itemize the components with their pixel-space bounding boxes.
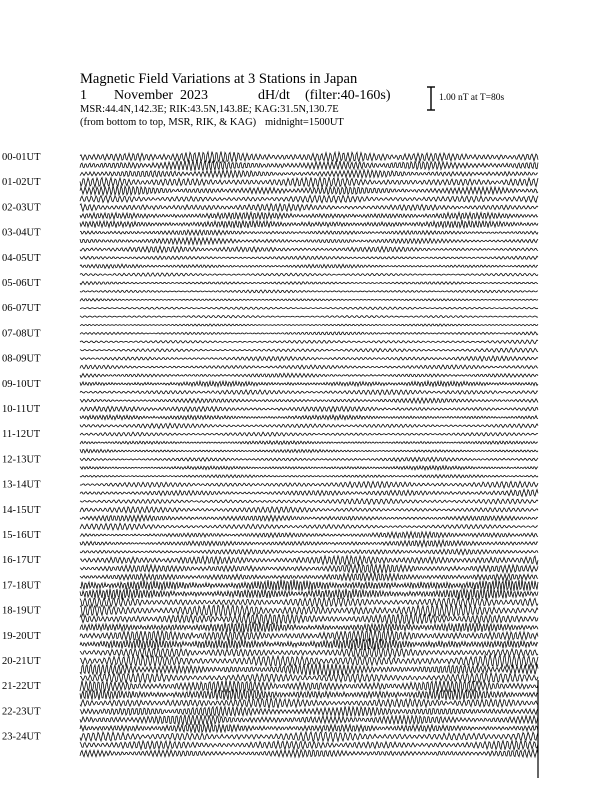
trace-kag-13-14UT (80, 481, 538, 488)
row-label-23-24UT: 23-24UT (2, 731, 41, 743)
trace-msr-09-10UT (80, 398, 538, 403)
trace-kag-01-02UT (80, 177, 538, 187)
trace-rik-07-08UT (80, 340, 538, 344)
trace-rik-00-01UT (80, 160, 538, 171)
trace-msr-08-09UT (80, 373, 538, 377)
trace-rik-22-23UT (80, 715, 538, 725)
row-label-19-20UT: 19-20UT (2, 630, 41, 642)
row-label-10-11UT: 10-11UT (2, 404, 41, 415)
trace-rik-06-07UT (80, 315, 538, 318)
row-label-17-18UT: 17-18UT (2, 580, 41, 592)
date-day: 1 (80, 88, 87, 103)
date-month: November (114, 88, 174, 103)
trace-msr-20-21UT (80, 673, 538, 683)
trace-msr-21-22UT (80, 698, 538, 708)
trace-rik-04-05UT (80, 264, 538, 268)
trace-rik-12-13UT (80, 466, 538, 470)
scale-bar-label: 1.00 nT at T=80s (439, 93, 505, 103)
row-label-13-14UT: 13-14UT (2, 479, 41, 491)
midnight-note: midnight=1500UT (265, 117, 344, 128)
row-label-14-15UT: 14-15UT (2, 504, 41, 516)
trace-msr-14-15UT (80, 523, 538, 530)
trace-rik-20-21UT (80, 664, 538, 676)
row-label-04-05UT: 04-05UT (2, 252, 41, 264)
row-label-16-17UT: 16-17UT (2, 555, 41, 567)
trace-rik-09-10UT (80, 390, 538, 395)
trace-kag-00-01UT (80, 151, 538, 162)
trace-msr-01-02UT (80, 195, 538, 202)
trace-msr-03-04UT (80, 246, 538, 252)
trace-msr-07-08UT (80, 348, 538, 352)
trace-msr-18-19UT (80, 622, 538, 633)
row-label-20-21UT: 20-21UT (2, 656, 41, 667)
trace-rik-01-02UT (80, 186, 538, 195)
trace-rik-03-04UT (80, 238, 538, 245)
row-label-15-16UT: 15-16UT (2, 530, 41, 541)
trace-kag-12-13UT (80, 457, 538, 461)
trace-msr-10-11UT (80, 423, 538, 428)
trace-msr-11-12UT (80, 449, 538, 453)
trace-kag-07-08UT (80, 332, 538, 335)
trace-kag-02-03UT (80, 204, 538, 211)
trace-rik-08-09UT (80, 365, 538, 369)
row-label-03-04UT: 03-04UT (2, 227, 41, 239)
trace-kag-03-04UT (80, 230, 538, 235)
trace-rik-16-17UT (80, 564, 538, 573)
trace-kag-19-20UT (80, 630, 538, 642)
trace-kag-06-07UT (80, 307, 538, 310)
chart-title: Magnetic Field Variations at 3 Stations in Japan (80, 71, 358, 87)
trace-msr-04-05UT (80, 273, 538, 277)
trace-kag-14-15UT (80, 507, 538, 514)
trace-kag-23-24UT (80, 732, 538, 742)
trace-kag-04-05UT (80, 256, 538, 259)
stations-line: MSR:44.4N,142.3E; RIK:43.5N,143.8E; KAG:31.5N,130.7E (80, 104, 339, 115)
trace-msr-12-13UT (80, 475, 538, 478)
trace-msr-15-16UT (80, 549, 538, 555)
row-label-11-12UT: 11-12UT (2, 429, 41, 441)
row-label-12-13UT: 12-13UT (2, 454, 41, 466)
trace-kag-11-12UT (80, 432, 538, 436)
trace-rik-13-14UT (80, 489, 538, 496)
trace-msr-16-17UT (80, 573, 538, 581)
filter-label: (filter:40-160s) (305, 88, 391, 103)
row-label-05-06UT: 05-06UT (2, 278, 41, 289)
trace-kag-08-09UT (80, 356, 538, 361)
row-label-00-01UT: 00-01UT (2, 152, 41, 163)
trace-rik-18-19UT (80, 613, 538, 624)
trace-msr-13-14UT (80, 499, 538, 504)
trace-kag-09-10UT (80, 381, 538, 387)
row-label-01-02UT: 01-02UT (2, 177, 41, 189)
trace-rik-02-03UT (80, 212, 538, 220)
trace-rik-21-22UT (80, 689, 538, 701)
trace-msr-23-24UT (80, 749, 538, 757)
row-label-07-08UT: 07-08UT (2, 328, 41, 340)
trace-rik-14-15UT (80, 515, 538, 521)
row-label-06-07UT: 06-07UT (2, 303, 41, 315)
station-order-note: (from bottom to top, MSR, RIK, & KAG) (80, 117, 257, 128)
trace-rik-11-12UT (80, 441, 538, 445)
row-label-09-10UT: 09-10UT (2, 378, 41, 390)
trace-rik-23-24UT (80, 741, 538, 750)
trace-msr-02-03UT (80, 220, 538, 228)
row-label-08-09UT: 08-09UT (2, 353, 41, 365)
trace-kag-16-17UT (80, 556, 538, 565)
trace-msr-22-23UT (80, 723, 538, 732)
quantity-label: dH/dt (258, 88, 290, 103)
trace-msr-00-01UT (80, 170, 538, 178)
row-label-02-03UT: 02-03UT (2, 202, 41, 214)
trace-msr-05-06UT (80, 299, 538, 302)
row-label-21-22UT: 21-22UT (2, 681, 41, 693)
trace-rik-15-16UT (80, 540, 538, 547)
trace-kag-15-16UT (80, 532, 538, 539)
trace-kag-10-11UT (80, 406, 538, 411)
trace-kag-18-19UT (80, 604, 538, 616)
trace-rik-10-11UT (80, 415, 538, 420)
trace-msr-19-20UT (80, 647, 538, 657)
row-label-22-23UT: 22-23UT (2, 706, 41, 718)
date-year: 2023 (180, 88, 208, 103)
trace-msr-06-07UT (80, 324, 538, 326)
trace-kag-22-23UT (80, 706, 538, 716)
trace-kag-05-06UT (80, 281, 538, 284)
row-label-18-19UT: 18-19UT (2, 605, 41, 617)
trace-rik-05-06UT (80, 290, 538, 293)
